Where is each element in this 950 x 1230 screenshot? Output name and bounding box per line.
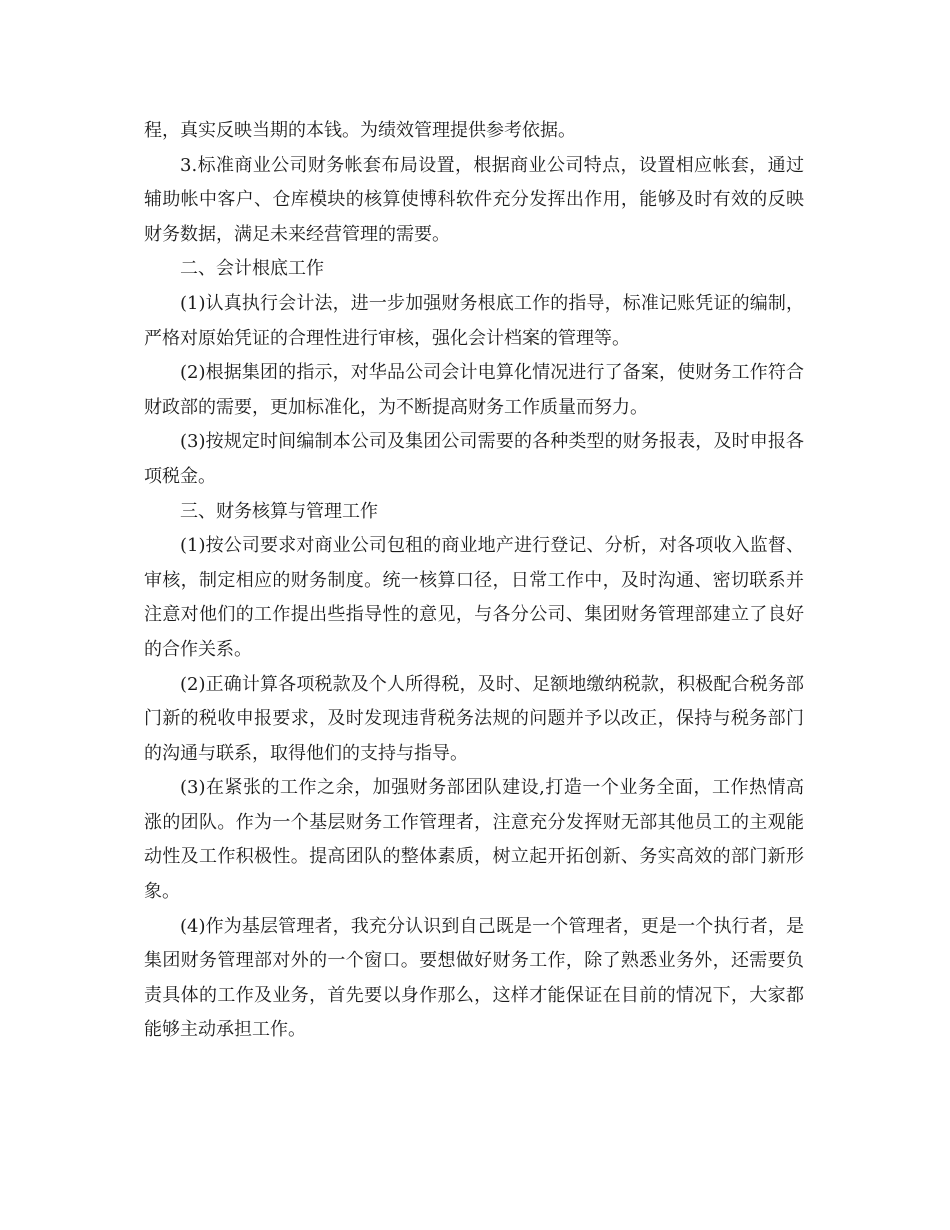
section-heading-finance-management: 三、财务核算与管理工作 (180, 500, 378, 522)
paragraph-accounting-3: (3)按规定时间编制本公司及集团公司需要的各种类型的财务报表，及时申报各项税金。 (144, 431, 804, 487)
paragraph-accounting-1: (1)认真执行会计法，进一步加强财务根底工作的指导，标准记账凭证的编制，严格对原始凭证的合理性进行审核，强化会计档案的管理等。 (144, 292, 804, 349)
paragraph-finance-4: (4)作为基层管理者，我充分认识到自己既是一个管理者，更是一个执行者，是集团财务管理部对外的一个窗口。要想做好财务工作，除了熟悉业务外，还需要负责具体的工作及业务，首先要以身作那么，这样才能保证在目前的情况下，大家都能够主动承担工作。 (144, 915, 804, 1041)
paragraph-item-3: 3.标准商业公司财务帐套布局设置，根据商业公司特点，设置相应帐套，通过辅助帐中客户、仓库模块的核算使博科软件充分发挥出作用，能够及时有效的反映财务数据，满足未来经营管理的需要。 (144, 154, 804, 245)
paragraph-finance-1: (1)按公司要求对商业公司包租的商业地产进行登记、分析，对各项收入监督、审核，制定相应的财务制度。统一核算口径，日常工作中，及时沟通、密切联系并注意对他们的工作提出些指导性的意见，与各分公司、集团财务管理部建立了良好的合作关系。 (144, 535, 804, 660)
paragraph-continuation: 程，真实反映当期的本钱。为绩效管理提供参考依据。 (144, 120, 576, 141)
paragraph-finance-3: (3)在紧张的工作之余，加强财务部团队建设,打造一个业务全面，工作热情高涨的团队。作为一个基层财务工作管理者，注意充分发挥财无部其他员工的主观能动性及工作积极性。提高团队的整体素质，树立起开拓创新、务实高效的部门新形象。 (144, 777, 804, 903)
document-body (144, 114, 804, 1048)
paragraph-accounting-2: (2)根据集团的指示，对华品公司会计电算化情况进行了备案，使财务工作符合财政部的需要，更加标准化，为不断提高财务工作质量而努力。 (144, 362, 804, 418)
section-heading-accounting-basics: 二、会计根底工作 (180, 258, 324, 280)
paragraph-finance-2: (2)正确计算各项税款及个人所得税，及时、足额地缴纳税款，积极配合税务部门新的税收申报要求，及时发现违背税务法规的问题并予以改正，保持与税务部门的沟通与联系，取得他们的支持与指导。 (144, 673, 804, 764)
